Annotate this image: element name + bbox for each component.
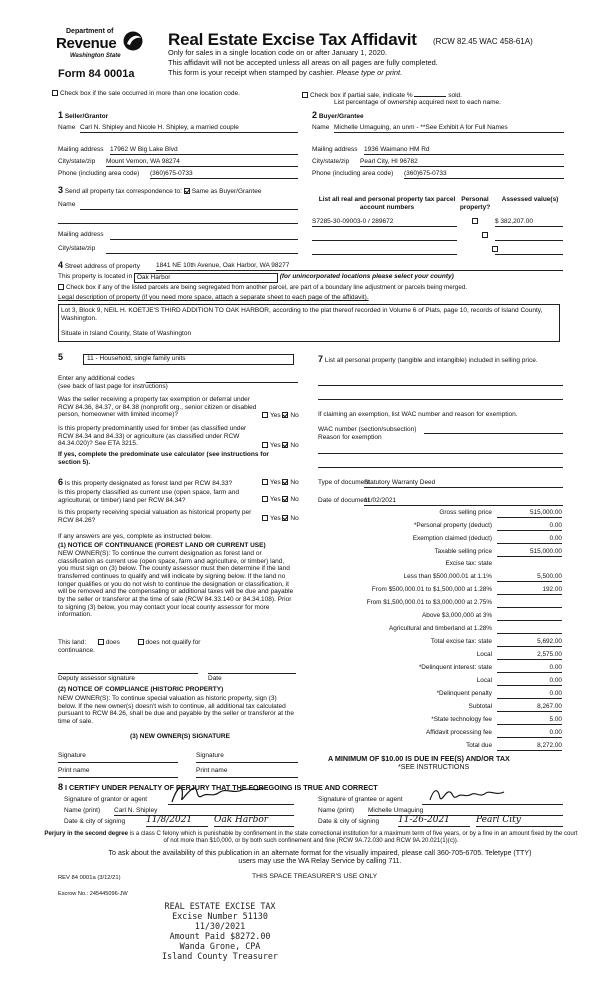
buyer-city-field[interactable]: Pearl City, HI 96782: [360, 158, 564, 167]
tax-row: Affidavit processing fee 0.00: [426, 729, 562, 736]
yes-checkbox[interactable]: [262, 515, 268, 521]
section5-q2-note: If yes, complete the predominate use calculator (see instructions for section 5).: [58, 451, 269, 466]
compliance-text: NEW OWNER(S): To continue special valuation as historic property, sign (3) below. If the new owner(s) doesn't wish to continue, all additional tax calculated pursuant to RCW 84.26, shall be due and payable by the seller or transferor at the time of sale.: [58, 695, 294, 725]
tax-value-field[interactable]: 8,272.00: [497, 742, 562, 751]
buyer-phone-field[interactable]: (360)675-0733: [404, 170, 564, 179]
grantee-date-row: Date & city of signing 11-26-2021 Pearl City: [318, 818, 563, 826]
header-note-1: Only for sales in a single location code on or after January 1, 2020.: [168, 48, 387, 57]
same-as-buyer-checkbox[interactable]: [184, 188, 190, 194]
tax-row: From $1,500,000.01 to $3,000,000 at 2.75%: [318, 599, 562, 608]
form-number: Form 84 0001a: [58, 68, 135, 80]
tax-value-field[interactable]: 5.00: [497, 716, 562, 725]
buyer-city-row: City/state/zip Pearl City, HI 96782: [312, 158, 564, 166]
section6-q1-answer[interactable]: Yes No: [262, 479, 299, 487]
tax-value-field[interactable]: 0.00: [497, 522, 562, 531]
treasurer-stamp: [140, 901, 300, 961]
parcel-field-3[interactable]: [312, 246, 457, 255]
escrow-number: Escrow No.: 245445096-JW: [58, 891, 128, 897]
section3-mail-row: Mailing address: [58, 231, 298, 239]
stamp-line: REAL ESTATE EXCISE TAX: [164, 901, 276, 911]
section5-q1-answer[interactable]: Yes No: [262, 412, 299, 420]
checkbox-icon[interactable]: [52, 90, 58, 96]
stamp-line: Amount Paid $8272.00: [169, 931, 271, 941]
section6-q1: 6 Is this property designated as forest land per RCW 84.33?: [58, 477, 233, 487]
legal-description-line1: Lot 3, Block 9, NEIL H. KOETJE'S THIRD ADDITION TO OAK HARBOR, according to the plat thereof recorded in Volume 6 of Plats, page 10, records of Island County, Washington.: [61, 307, 543, 322]
document-date-field[interactable]: 11/02/2021: [364, 497, 563, 506]
yes-checkbox[interactable]: [262, 442, 268, 448]
tax-row: Agricultural and timberland at 1.28%: [318, 625, 562, 634]
tax-row: Taxable selling price 515,000.00: [434, 548, 562, 555]
seller-city-field[interactable]: Mount Vernon, WA 98274: [106, 158, 298, 167]
location-select[interactable]: Oak Harbor: [134, 273, 278, 283]
document-type-field[interactable]: Statutory Warranty Deed: [364, 479, 563, 488]
dor-swoosh-icon: [122, 30, 144, 52]
seller-heading: 1 Seller/Grantor: [58, 110, 109, 120]
tax-row: Total excise tax: state 5,692.00: [430, 638, 562, 645]
section5-q1: Was the seller receiving a property tax exemption or deferral under RCW 84.36, 84.37, or 84.38 (nonprofit org., senior citizen or disabled person, homeowner with limited income)?: [58, 396, 257, 419]
section6-q3-answer[interactable]: Yes No: [262, 515, 299, 523]
deputy-date-label: Date: [208, 675, 222, 682]
owner-print-row: Print name Print name: [58, 767, 298, 775]
owner-signature-row: Signature Signature: [58, 752, 298, 760]
section3-name-field[interactable]: [80, 201, 298, 210]
personal-checkbox-2[interactable]: [482, 232, 488, 238]
seller-mail-row: Mailing address 17962 W Big Lake Blvd: [58, 146, 298, 154]
partial-percent-field[interactable]: [414, 90, 446, 97]
document-type-row: Type of document Statutory Warranty Deed: [318, 479, 563, 487]
value-field-1[interactable]: $ 382,207.00: [495, 218, 563, 227]
tax-value-field[interactable]: 515,000.00: [497, 509, 562, 518]
section6-q2: Is this property classified as current use (open space, farm and agricultural, or timber) land per RCW 84.34?: [58, 489, 240, 504]
parcel-field-2[interactable]: [312, 232, 457, 241]
buyer-mail-row: Mailing address 1936 Waimano HM Rd: [312, 146, 564, 154]
form-title: Real Estate Excise Tax Affidavit: [168, 30, 417, 49]
tax-value-field[interactable]: 0.00: [497, 535, 562, 544]
value-field-2[interactable]: [495, 232, 563, 241]
section5-number: 5: [58, 352, 64, 362]
tax-value-field[interactable]: 5,692.00: [497, 638, 562, 647]
no-checkbox[interactable]: [282, 515, 288, 521]
tax-row: *Delinquent penalty 0.00: [436, 690, 562, 697]
tax-value-field[interactable]: 515,000.00: [497, 548, 562, 557]
document-date-row: Date of document 11/02/2021: [318, 497, 563, 505]
continuance-text: NEW OWNER(S): To continue the current designation as forest land or classification as current use (open space, farm and agriculture, or timber) land, you must sign on (3) below. The county assessor must then determine if the land transferred continues to qualify and will indicate by signing below. If the land no longer qualifies or you do not wish to continue the designation or classification, it will be removed and the compensating or additional taxes will be due and payable by the seller or transferor at the time of sale (RCW 84.33.140 or 84.34.108). Prior to signing (3) below, you may contact your local county assessor for more information.: [58, 550, 294, 619]
tax-row: Above $3,000,000 at 3%: [318, 612, 562, 621]
seller-name-field[interactable]: Carl N. Shipley and Nicole H. Shipley, a married couple: [80, 124, 298, 133]
segregated-check[interactable]: Check box if any of the listed parcels are being segregated from another parcel, are part of a boundary line adjustment or parcels being merged.: [58, 284, 467, 291]
tax-value-field[interactable]: 192.00: [497, 586, 562, 595]
yes-checkbox[interactable]: [262, 479, 268, 485]
tax-value-field[interactable]: 5,500.00: [497, 573, 562, 582]
grantor-name-row: Name (print) Carl N. Shipley: [64, 807, 294, 815]
tax-row: Local 2,575.00: [476, 651, 562, 658]
alt-format-notice: To ask about the availability of this publication in an alternate format for the visually impaired, please call 360-705-6705. Teletype (TTY) users may use the WA Relay Service by calling 711.: [108, 849, 532, 866]
stamp-line: 11/30/2021: [194, 921, 246, 931]
seller-city-row: City/state/zip Mount Vernon, WA 98274: [58, 158, 298, 166]
partial-sale-check[interactable]: Check box if partial sale, indicate % sold.: [302, 90, 462, 100]
reason-line2[interactable]: [318, 466, 563, 468]
tax-row: Local 0.00: [476, 677, 562, 684]
grantor-signature-scribble-icon: [168, 782, 268, 806]
buyer-name-row: Name Michelle Umaguing, an unm - **See Exhibit A for Full Names: [312, 124, 564, 132]
buyer-mail-field[interactable]: 1936 Waimano HM Rd: [364, 146, 564, 155]
parcel-column-header: List all real and personal property tax parcel account numbers: [318, 196, 456, 211]
checkbox-icon[interactable]: [302, 92, 308, 98]
section4-address-row: 4 Street address of property 1841 NE 10th Avenue, Oak Harbor, WA 98277: [58, 260, 563, 271]
personal-property-line2[interactable]: [318, 398, 563, 400]
tax-value-field[interactable]: 8,267.00: [497, 703, 562, 712]
buyer-heading: 2 Buyer/Grantee: [312, 110, 364, 120]
buyer-phone-row: Phone (including area code) (360)675-0733: [312, 170, 564, 178]
no-checkbox[interactable]: [282, 496, 288, 502]
owner-print-field-1[interactable]: [58, 776, 178, 778]
personal-column-header: Personal property?: [459, 196, 491, 211]
does-checkbox[interactable]: [98, 639, 104, 645]
tax-value-field[interactable]: [497, 625, 562, 634]
section5-q2: Is this property predominantly used for timber (as classified under RCW 84.34 and 84.33) or agriculture (as classified under RCW 84.34.020)? See ETA 3215.: [58, 425, 247, 448]
value-column-header: Assessed value(s): [501, 196, 559, 203]
section3-heading: 3 Send all property tax correspondence to: Same as Buyer/Grantee: [58, 185, 262, 195]
personal-property-line1[interactable]: [318, 384, 563, 386]
yes-checkbox[interactable]: [262, 412, 268, 418]
dept-line1: Department of: [66, 28, 114, 35]
deputy-signature-field[interactable]: [58, 672, 198, 674]
grantor-signature-row: Signature of grantor or agent: [64, 796, 294, 804]
tax-row: Subtotal 8,267.00: [468, 703, 562, 710]
tax-row: Gross selling price 515,000.00: [439, 509, 562, 516]
see-instructions-note: *SEE INSTRUCTIONS: [398, 764, 470, 771]
header-note-3: This form is your receipt when stamped by cashier. Please type or print.: [168, 68, 403, 77]
tax-row: Exemption claimed (deduct) 0.00: [412, 535, 562, 542]
tax-value-field[interactable]: 0.00: [497, 729, 562, 738]
grantor-date-field[interactable]: 11/8/2021: [146, 815, 208, 827]
legal-description-line2: Situate in Island County, State of Washington: [61, 330, 192, 338]
tax-row: Less than $500,000.01 at 1.1% 5,500.00: [403, 573, 562, 580]
parcel-field-1[interactable]: S7285-30-09003-0 / 289672: [312, 218, 457, 227]
section7-text: 7 List all personal property (tangible and intangible) included in selling price.: [318, 354, 538, 364]
tax-value-field[interactable]: [497, 612, 562, 621]
owner-signature-field-2[interactable]: [196, 761, 298, 763]
certify-statement: 8 I CERTIFY UNDER PENALTY OF PERJURY THAT THE FOREGOING IS TRUE AND CORRECT: [58, 782, 378, 792]
seller-phone-row: Phone (including area code) (360)675-0733: [58, 170, 298, 178]
wac-field[interactable]: [424, 426, 563, 434]
additional-codes-field[interactable]: [146, 375, 298, 383]
does-not-checkbox[interactable]: [138, 639, 144, 645]
section3-name-line2[interactable]: [58, 222, 298, 224]
section3-name-row: Name: [58, 201, 298, 209]
tax-row: *State technology fee 5.00: [431, 716, 562, 723]
buyer-name-field[interactable]: Michelle Umaguing, an unm - **See Exhibit A for Full Names: [334, 124, 564, 133]
section3-mail-field[interactable]: [110, 231, 298, 240]
continuance-heading: (1) NOTICE OF CONTINUANCE (FOREST LAND OR CURRENT USE): [58, 542, 266, 549]
personal-checkbox-1[interactable]: [472, 218, 478, 224]
grantor-city-field[interactable]: Oak Harbor: [214, 815, 294, 827]
new-owner-signature-heading: (3) NEW OWNER(S) SIGNATURE: [130, 733, 230, 740]
tax-row: Excise tax: state: [445, 560, 492, 567]
section3-city-row: City/state/zip: [58, 245, 298, 253]
grantee-date-field[interactable]: 11-26-2021: [398, 815, 470, 827]
grantee-signature-row: Signature of grantee or agent: [318, 796, 563, 804]
grantor-date-row: Date & city of signing 11/8/2021 Oak Harbor: [64, 818, 294, 826]
tax-row: Total due 8,272.00: [466, 742, 562, 749]
owner-print-field-2[interactable]: [196, 776, 298, 778]
tax-row: From $500,000.01 to $1,500,000 at 1.28% 192.00: [371, 586, 562, 593]
grantee-city-field[interactable]: Pearl City: [476, 815, 563, 827]
stamp-line: Wanda Grone, CPA: [179, 941, 261, 951]
tax-value-field[interactable]: 0.00: [497, 677, 562, 686]
checkbox-icon[interactable]: [58, 284, 64, 290]
deputy-date-field[interactable]: [208, 672, 296, 674]
section3-city-field[interactable]: [106, 245, 298, 254]
seller-mail-field[interactable]: 17962 W Big Lake Blvd: [110, 146, 298, 155]
partial-sale-note: List percentage of ownership acquired next to each name.: [334, 99, 501, 106]
value-field-3[interactable]: [495, 246, 563, 255]
seller-phone-field[interactable]: (360)675-0733: [150, 170, 298, 179]
owner-signature-field-1[interactable]: [58, 761, 178, 763]
section6-q2-answer[interactable]: Yes No: [262, 496, 299, 504]
stamp-line: Excise Number 51130: [172, 911, 268, 921]
treasurer-use-label: THIS SPACE TREASURER'S USE ONLY: [252, 873, 378, 880]
compliance-heading: (2) NOTICE OF COMPLIANCE (HISTORIC PROPERTY): [58, 686, 224, 693]
no-checkbox[interactable]: [282, 442, 288, 448]
grantee-signature-scribble-icon: [428, 784, 508, 804]
section5-q2-answer[interactable]: Yes No: [262, 442, 299, 450]
tax-value-field[interactable]: 0.00: [497, 690, 562, 699]
tax-value-field[interactable]: [497, 599, 562, 608]
seller-name-row: Name Carl N. Shipley and Nicole H. Shipley, a married couple: [58, 124, 298, 132]
header-note-2: This affidavit will not be accepted unless all areas on all pages are fully completed.: [168, 58, 438, 67]
additional-codes-row: Enter any additional codes (see back of last page for instructions): [58, 375, 298, 390]
minimum-note: A MINIMUM OF $10.00 IS DUE IN FEE(S) AND/OR TAX: [328, 754, 510, 763]
dor-logo: [52, 28, 162, 72]
street-address-field[interactable]: 1841 NE 10th Avenue, Oak Harbor, WA 98277: [156, 262, 563, 271]
grantor-name-field[interactable]: Carl N. Shipley: [114, 807, 294, 816]
tax-row: *Delinquent interest: state 0.00: [418, 664, 562, 671]
this-land-row: This land: does does not qualify for continuance.: [58, 639, 201, 654]
reason-line1[interactable]: [318, 452, 563, 454]
no-checkbox[interactable]: [282, 412, 288, 418]
legal-label: Legal description of property (if you need more space, attach a separate sheet to each page of the affidavit).: [58, 294, 369, 301]
tax-row: *Personal property (deduct) 0.00: [413, 522, 562, 529]
wac-row: WAC number (section/subsection): [318, 426, 563, 434]
exemption-label: If claiming an exemption, list WAC number and reason for exemption.: [318, 411, 518, 418]
grantee-name-row: Name (print) Michelle Umaguing: [318, 807, 563, 815]
form-title-ref: (RCW 82.45 WAC 458-61A): [433, 37, 533, 46]
tax-value-field[interactable]: 0.00: [497, 664, 562, 673]
legal-description-box[interactable]: [58, 304, 560, 342]
dept-line2: Revenue: [56, 35, 117, 52]
deputy-signature-label: Deputy assessor signature: [58, 675, 135, 682]
perjury-notice: Perjury in the second degree is a class C felony which is punishable by confinement in the state correctional institution for a maximum term of five years, or by a fine in an amount fixed by the court of not more than $10,000, or by both such confinement and fine (RCW 9A.72.030 and RCW 9A.20.021(1)(c)).: [44, 830, 578, 845]
no-checkbox[interactable]: [282, 479, 288, 485]
yes-checkbox[interactable]: [262, 496, 268, 502]
land-use-code-select[interactable]: 11 - Household, single family units: [83, 354, 294, 365]
dept-line3: Washington State: [70, 53, 121, 59]
multi-location-check[interactable]: Check box if the sale occurred in more than one location code.: [52, 90, 240, 98]
revision-line: REV 84 0001a (3/12/21): [58, 875, 121, 881]
grantee-name-field[interactable]: Michelle Umaguing: [368, 807, 563, 816]
located-row: This property is located in Oak Harbor (for unincorporated locations please select your county): [58, 273, 454, 281]
tax-value-field[interactable]: 2,575.00: [497, 651, 562, 660]
section6-note: If any answers are yes, complete as instructed below.: [58, 533, 212, 540]
section6-q3: Is this property receiving special valuation as historical property per RCW 84.26?: [58, 509, 252, 524]
stamp-line: Island County Treasurer: [162, 951, 278, 961]
reason-label: Reason for exemption: [318, 434, 382, 441]
